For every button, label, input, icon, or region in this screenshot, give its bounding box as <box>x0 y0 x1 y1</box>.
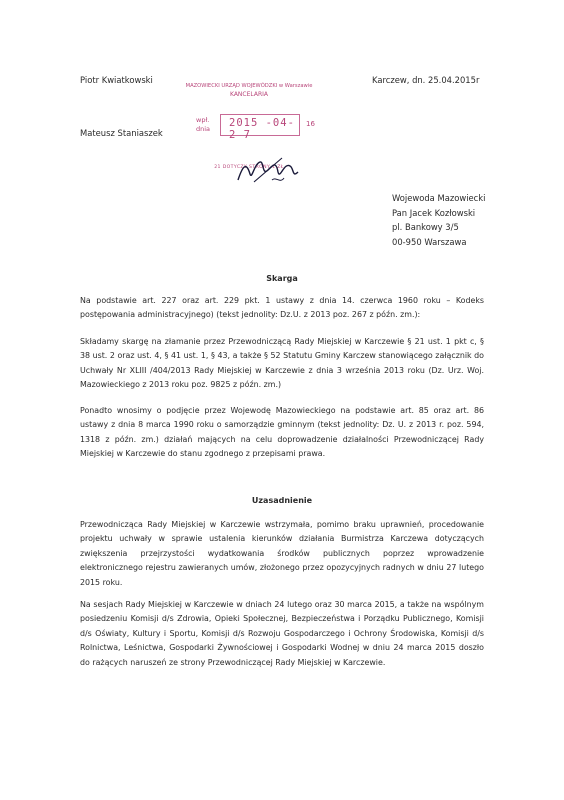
paragraph-legal-basis: Na podstawie art. 227 oraz art. 229 pkt. 1 ustawy z dnia 14. czerwca 1960 roku – Kodeks postępowania administracyjnego) (tekst jednolity: Dz.U. z 2013 poz. 267 z późn. zm.): <box>80 296 484 320</box>
justification-heading: Uzasadnienie <box>251 496 313 505</box>
paragraph-justification-1: Przewodnicząca Rady Miejskiej w Karczewie wstrzymała, pomimo braku uprawnień, procedowanie projektu uchwały w sprawie ustalenia kierunków działania Burmistrza Karczewa dotyczących zwiększenia przejrzystości wydatkowania środków publicznych poprzez wprowadzenie elektronicznego rejestru zawieranych umów, złożonego przez opozycyjnych radnych w dniu 27 lutego 2015 roku. <box>80 520 484 587</box>
stamp-chancellery-line: KANCELARIA <box>229 91 269 98</box>
author-name: Piotr Kwiatkowski <box>80 75 153 85</box>
recipient-line-4: 00-950 Warszawa <box>392 237 467 247</box>
paragraph-justification-2: Na sesjach Rady Miejskiej w Karczewie w dniach 24 lutego oraz 30 marca 2015, a także na wspólnym posiedzeniu Komisji d/s Zdrowia, Opieki Społecznej, Bezpieczeństwa i Porządku Publicznego, Komisji d/s Oświaty, Kultury i Sportu, Komisji d/s Rozwoju Gospodarczego i Ochrony Środowiska, Komisji d/s Rolnictwa, Leśnictwa, Gospodarki Żywnościowej i Gospodarki Wodnej w dniu 24 marca 2015 doszło do rażących naruszeń ze strony Przewodniczącej Rady Miejskiej w Karczewie. <box>80 600 484 667</box>
recipient-line-1: Wojewoda Mazowiecki <box>392 193 486 203</box>
stamp-date-box <box>220 114 300 141</box>
stamp-label-wpl: wpł. <box>196 116 210 124</box>
stamp-bottom-line: 21 DOTYCZY STRONY 1 ZŁ <box>214 165 284 170</box>
stamp-label-dnia: dnia <box>196 125 211 133</box>
stamp-office-line: MAZOWIECKI URZĄD WOJEWÓDZKI w Warszawie <box>185 83 313 89</box>
stamp-right-mark: 16 <box>306 120 315 128</box>
place-date: Karczew, dn. 25.04.2015r <box>372 75 480 85</box>
paragraph-request: Ponadto wnosimy o podjęcie przez Wojewodę Mazowieckiego na podstawie art. 85 oraz art. 86 ustawy z dnia 8 marca 1990 roku o samorządzie gminnym (tekst jednolity: Dz. U. z 2013 r. poz. 594, 1318 z późn. zm.) działań mających na celu doprowadzenie działalności Przewodniczącej Rady Miejskiej w Karczewie do stanu zgodnego z przepisami prawa. <box>80 406 484 459</box>
handwritten-signature <box>232 150 304 190</box>
recipient-line-2: Pan Jacek Kozłowski <box>392 208 476 218</box>
paragraph-complaint: Składamy skargę na złamanie przez Przewodniczącą Rady Miejskiej w Karczewie § 21 ust. 1 pkt c, § 38 ust. 2 oraz ust. 4, § 41 ust. 1, § 43, a także § 52 Statutu Gminy Karczew stanowiącego załącznik do Uchwały Nr XLIII /404/2013 Rady Miejskiej w Karczewie z dnia 3 września 2013 roku (Dz. Urz. Woj. Mazowieckiego z 2013 roku poz. 9825 z późn. zm.) <box>80 337 484 390</box>
recipient-line-3: pl. Bankowy 3/5 <box>392 222 459 232</box>
document-title: Skarga <box>266 274 298 283</box>
stamp-date: 2015 -04- 2 7 <box>229 117 295 141</box>
coauthor-name: Mateusz Staniaszek <box>80 128 163 138</box>
